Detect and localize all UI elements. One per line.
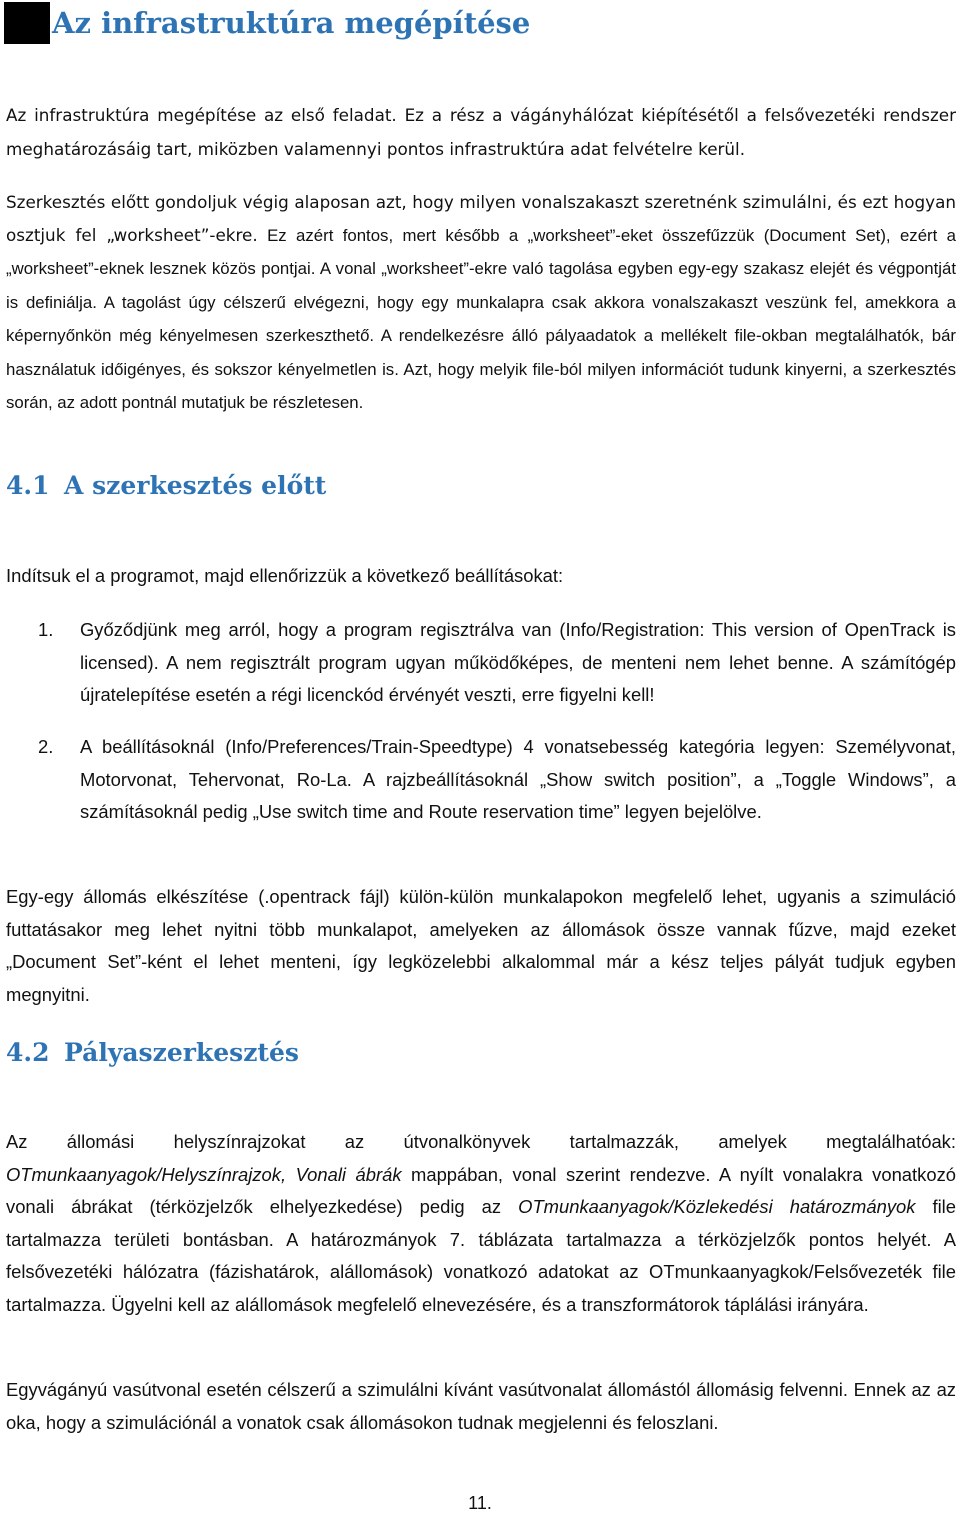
intro-paragraph-1: Az infrastruktúra megépítése az első feladat. Ez a rész a vágányhálózat kiépítésétől a felsővezetéki rendszer meghatározásáig tart, miközben valamennyi pontos infrastruktúra adat felvételre kerül.	[6, 105, 956, 159]
folder-path: OTmunkaanyagok/Helyszínrajzok, Vonali ábrák	[6, 1163, 402, 1185]
text-run: Az állomási helyszínrajzokat az útvonalkönyvek tartalmazzák, amelyek megtalálhatóak:	[6, 1131, 956, 1152]
list-item	[6, 731, 956, 829]
settings-list-item-1-wrapper	[6, 614, 956, 712]
text-run: file tartalmazza területi bontásban. A határozmányok 7. táblázata tartalmazza a térközjelzők pontos helyét. A felsővezetéki hálózatra (fázishatárok, alállomások) vonatkozó adatokat az OTmunkaanyagkok/Felsővezeték file tartalmazza. Ügyelni kell az alállomások megfelelő elnevezésére, és a transzformátorok táplálási irányára.	[6, 1196, 956, 1315]
intro-paragraph-2	[6, 186, 956, 420]
heading-marker	[4, 2, 50, 44]
section-title: Pályaszerkesztés	[64, 1038, 299, 1067]
section-heading-4-2	[6, 1035, 299, 1071]
list-item-text: A beállításoknál (Info/Preferences/Train-Speedtype) 4 vonatsebesség kategória legyen: Személyvonat, Motorvonat, Tehervonat, Ro-La. A rajzbeállításoknál „Show switch position”, a „Toggle Windows”, a számításoknál pedig „Use switch time and Route reservation time” legyen bejelölve.	[80, 736, 956, 822]
section-4-1-closing: Egy-egy állomás elkészítése (.opentrack fájl) külön-külön munkalapokon megfelelő lehet, ugyanis a szimuláció futtatásakor meg lehet nyitni több munkalapot, amelyeken az állomások össze vannak fűzve, majd ezeket „Document Set”-ként el lehet menteni, így legközelebbi alkalommal már a kész teljes pályát tudjuk egyben megnyitni.	[6, 886, 956, 1005]
chapter-title: Az infrastruktúra megépítése	[52, 6, 531, 40]
list-number: 2.	[38, 736, 54, 757]
file-path: OTmunkaanyagok/Közlekedési határozmányok	[518, 1196, 916, 1217]
section-4-2-paragraph-1	[6, 1126, 956, 1321]
chapter-heading	[4, 0, 530, 46]
section-number: 4.2	[6, 1038, 50, 1067]
page-number: 11.	[468, 1493, 492, 1513]
list-item	[6, 614, 956, 712]
section-number: 4.1	[6, 471, 50, 500]
section-4-2-paragraph-2: Egyvágányú vasútvonal esetén célszerű a szimulálni kívánt vasútvonalat állomástól állomásig felvenni. Ennek az az oka, hogy a szimulációnál a vonatok csak állomásokon tudnak megjelenni és feloszlani.	[6, 1379, 956, 1433]
list-item-text: Győződjünk meg arról, hogy a program regisztrálva van (Info/Registration: This version of OpenTrack is licensed). A nem regisztrált program ugyan működőképes, de menteni nem lehet benne. A számítógép újratelepítése esetén a régi licenckód érvényét veszti, erre figyelni kell!	[80, 619, 956, 705]
settings-list-item-2-wrapper	[6, 731, 956, 829]
list-number: 1.	[38, 619, 54, 640]
intro-paragraph-2-first-sentence: Szerkesztés előtt gondoljuk végig alaposan azt, hogy milyen vonalszakaszt szeretnénk szimulálni, és ezt hogyan osztjuk fel „worksheet”-ekre.	[6, 192, 956, 245]
section-heading-4-1	[6, 468, 326, 504]
intro-paragraph-2-rest: Ez azért fontos, mert később a „worksheet”-eket összefűzzük (Document Set), ezért a „worksheet”-eknek lesznek közös pontjai. A vonal „worksheet”-ekre való tagolása egyben egy-egy szakasz elejét és végpontját is definiálja. A tagolást úgy célszerű elvégezni, hogy egy munkalapra csak akkora vonalszakaszt veszünk fel, amekkora a képernyőnkön még kényelmesen szerkeszthető. A rendelkezésre álló pályaadatok a mellékelt file-okban megtalálhatók, bár használatuk időigényes, és sokszor kényelmetlen is. Azt, hogy melyik file-ból milyen információt tudunk kinyerni, a szerkesztés során, az adott pontnál mutatjuk be részletesen.	[6, 225, 956, 412]
section-title: A szerkesztés előtt	[64, 471, 327, 500]
text-run: mappában, vonal szerint rendezve. A nyílt vonalakra vonatkozó vonali ábrákat (térközjelzők elhelyezkedése) pedig az	[6, 1163, 956, 1217]
section-4-1-lead: Indítsuk el a programot, majd ellenőrizzük a következő beállításokat:	[6, 565, 564, 586]
